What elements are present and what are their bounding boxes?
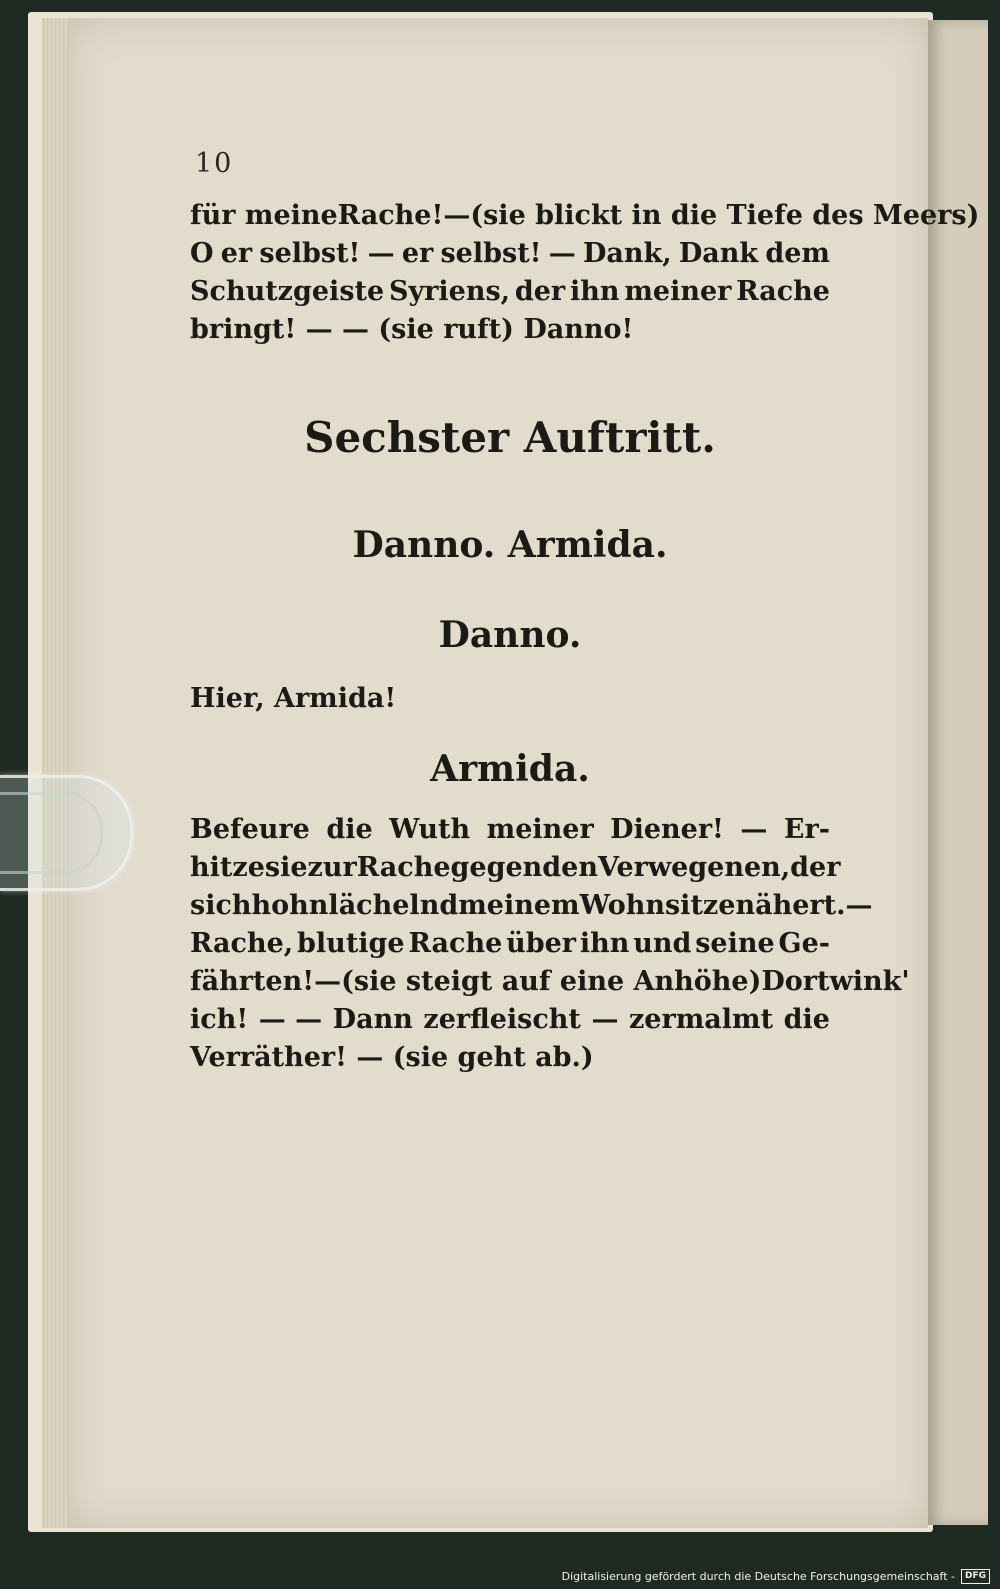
word: die bbox=[326, 814, 373, 845]
word: der bbox=[514, 276, 566, 307]
armida-line-6 bbox=[190, 1001, 830, 1039]
word: Befeure bbox=[190, 814, 310, 845]
word: O bbox=[190, 238, 214, 269]
word: selbst! bbox=[259, 238, 361, 269]
word: den bbox=[542, 852, 598, 883]
word: hohnlächelnd bbox=[251, 890, 459, 921]
word: Diener! bbox=[610, 814, 724, 845]
word: — bbox=[845, 890, 873, 921]
text-line-4 bbox=[190, 311, 830, 349]
word: der bbox=[790, 852, 841, 883]
top-text-block bbox=[190, 197, 980, 349]
word: hitze bbox=[190, 852, 265, 883]
word: und bbox=[633, 928, 692, 959]
armida-line-2 bbox=[190, 849, 841, 887]
word: — bbox=[591, 1004, 619, 1035]
word: Dort bbox=[761, 966, 830, 997]
word: — bbox=[314, 966, 342, 997]
word: gegen bbox=[450, 852, 543, 883]
word: blutige bbox=[297, 928, 405, 959]
facing-page-edge bbox=[928, 20, 988, 1525]
word: Rache bbox=[736, 276, 830, 307]
word: ich! bbox=[190, 1004, 249, 1035]
word: (sie steigt auf eine Anhöhe) bbox=[341, 966, 762, 997]
word: nähert. bbox=[735, 890, 846, 921]
paperclip-inner-loop bbox=[0, 792, 103, 874]
word: Er- bbox=[783, 814, 830, 845]
word: Rache, bbox=[190, 928, 294, 959]
page-number: 10 bbox=[195, 148, 234, 179]
word: wink' bbox=[829, 966, 910, 997]
word: meinem bbox=[458, 890, 580, 921]
armida-line-3 bbox=[190, 887, 873, 925]
word: er bbox=[220, 238, 253, 269]
word: sich bbox=[190, 890, 252, 921]
word: Dank bbox=[678, 238, 759, 269]
word: ihn bbox=[569, 276, 620, 307]
word: Wohnsitze bbox=[579, 890, 736, 921]
scene-heading: Sechster Auftritt. bbox=[304, 413, 716, 462]
text-line-1 bbox=[190, 197, 980, 235]
speaker-armida: Armida. bbox=[430, 748, 590, 790]
word: Dann bbox=[332, 1004, 413, 1035]
word: Ge- bbox=[778, 928, 830, 959]
speaker-danno: Danno. bbox=[438, 614, 582, 656]
word: — bbox=[740, 814, 768, 845]
footer-credit: Digitalisierung gefördert durch die Deutsche Forschungsgemeinschaft - bbox=[561, 1569, 955, 1583]
word: zermalmt bbox=[628, 1004, 774, 1035]
text-line-2 bbox=[190, 235, 830, 273]
word: fährten! bbox=[190, 966, 315, 997]
word: Syriens, bbox=[388, 276, 511, 307]
armida-line-5 bbox=[190, 963, 910, 1001]
word: Schutzgeiste bbox=[190, 276, 385, 307]
word: Rache bbox=[356, 852, 451, 883]
characters-heading: Danno. Armida. bbox=[352, 524, 668, 566]
word: Dank, bbox=[582, 238, 672, 269]
word: zur bbox=[307, 852, 357, 883]
word: zerfleischt bbox=[423, 1004, 581, 1035]
dfg-logo-icon: DFG bbox=[961, 1569, 990, 1584]
word: die bbox=[783, 1004, 830, 1035]
armida-line-7 bbox=[190, 1039, 830, 1077]
word: Rache bbox=[408, 928, 503, 959]
word: seine bbox=[695, 928, 775, 959]
word: für meineRache!—(sie blickt in die Tiefe des Meers) bbox=[190, 200, 980, 231]
word: Wuth bbox=[389, 814, 471, 845]
word: ihn bbox=[579, 928, 630, 959]
word: — bbox=[548, 238, 576, 269]
word: — — bbox=[258, 1004, 323, 1035]
speech-danno bbox=[190, 680, 830, 718]
word: meiner bbox=[624, 276, 732, 307]
word: er bbox=[401, 238, 434, 269]
speech-danno-line: Hier, Armida! bbox=[190, 683, 397, 714]
word: dem bbox=[765, 238, 830, 269]
digitization-footer bbox=[562, 1566, 990, 1586]
word: meiner bbox=[486, 814, 594, 845]
speech-armida bbox=[190, 811, 910, 1077]
word: — bbox=[367, 238, 395, 269]
armida-line-1 bbox=[190, 811, 830, 849]
word: sie bbox=[264, 852, 308, 883]
word: Verräther! — (sie geht ab.) bbox=[190, 1042, 594, 1073]
word: Verwegenen, bbox=[597, 852, 791, 883]
text-line-3 bbox=[190, 273, 830, 311]
armida-line-4 bbox=[190, 925, 830, 963]
word: selbst! bbox=[440, 238, 542, 269]
word: über bbox=[506, 928, 577, 959]
word: bringt! — — (sie ruft) Danno! bbox=[190, 314, 634, 345]
